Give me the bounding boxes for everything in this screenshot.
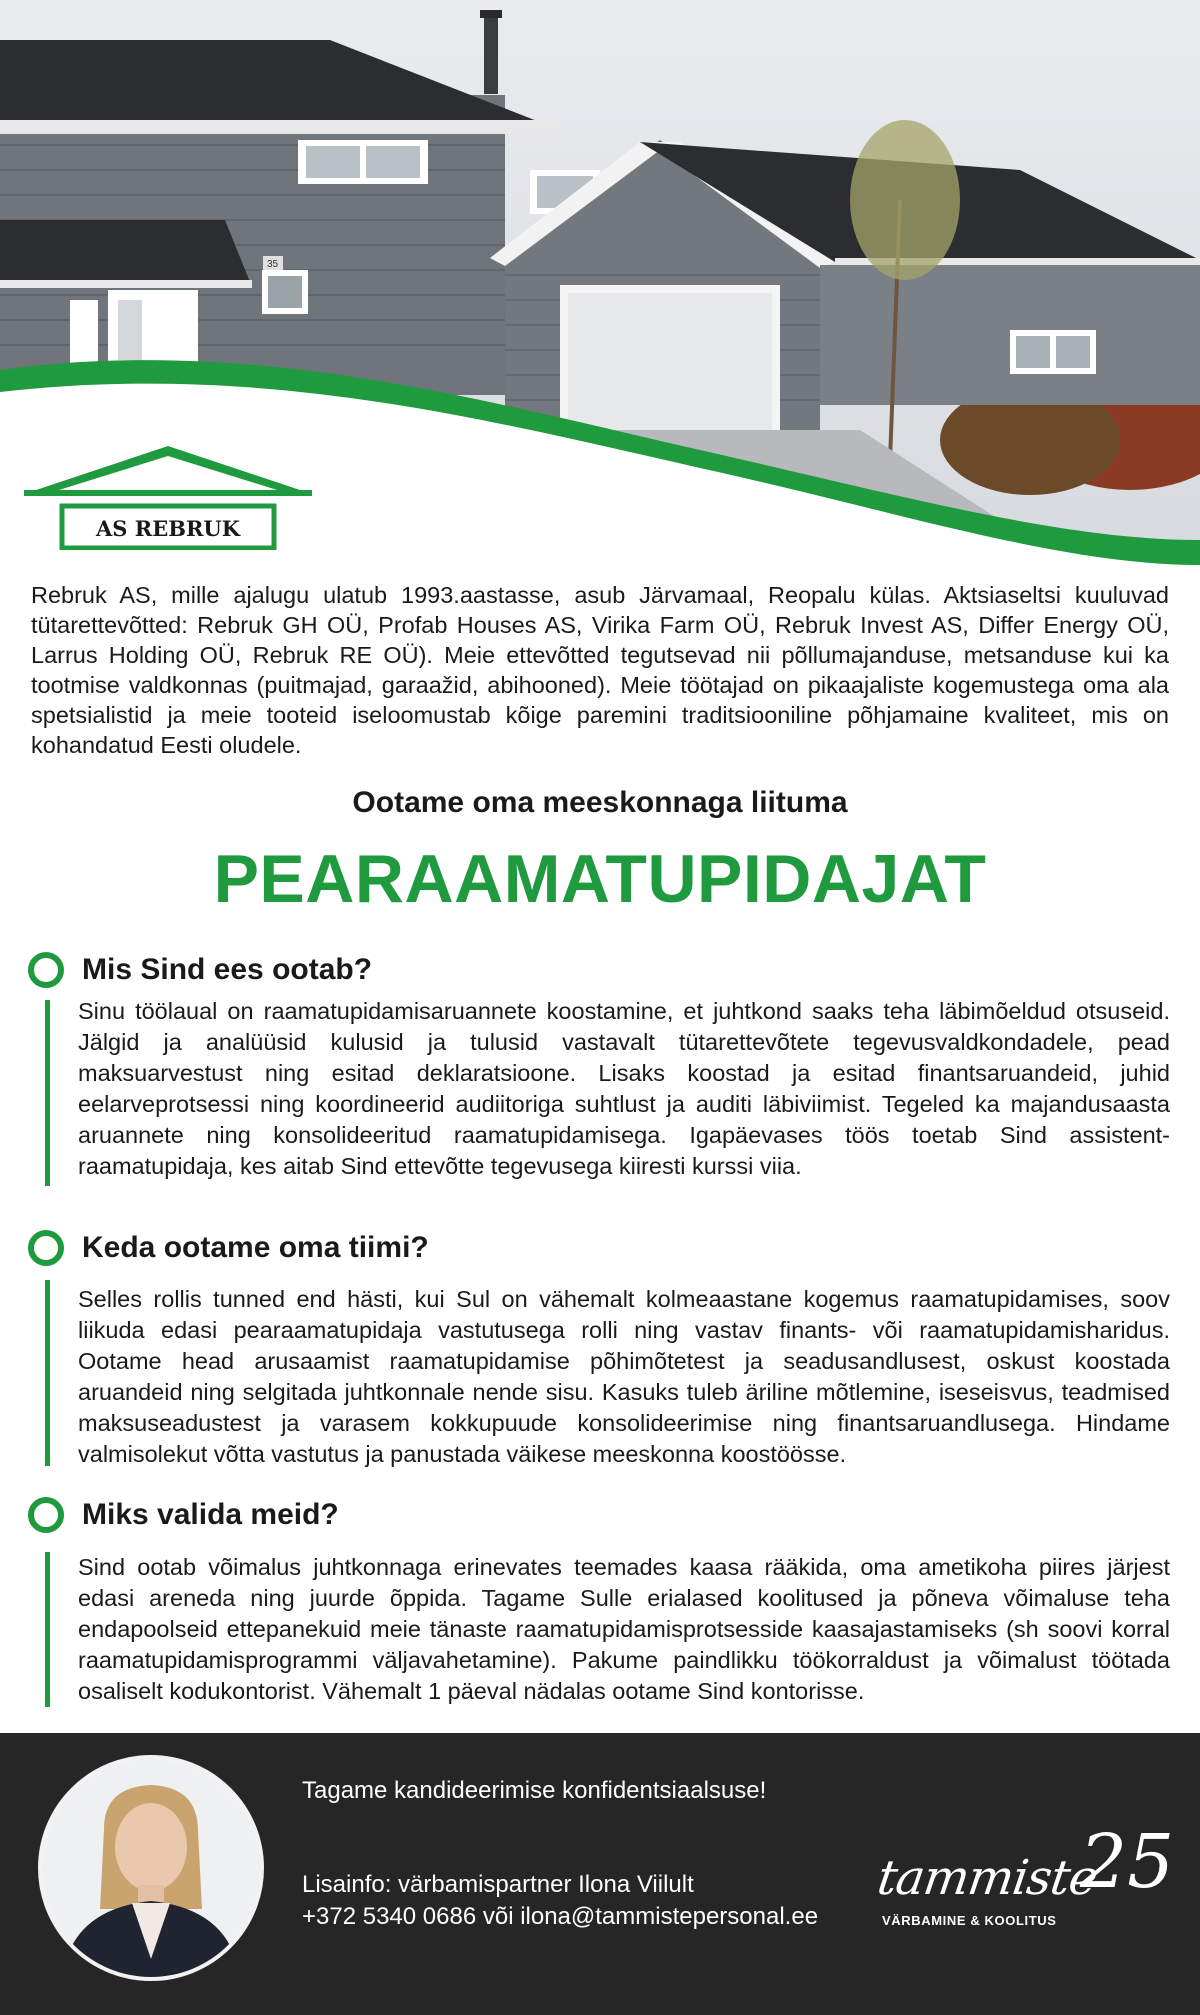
brand-name: tammiste — [874, 1850, 1101, 1906]
confidentiality-note: Tagame kandideerimise konfidentsiaalsuse! — [302, 1777, 767, 1804]
logo-roof-icon — [20, 444, 316, 550]
section-title: Miks valida meid? — [82, 1498, 339, 1531]
brand-number: 25 — [1080, 1819, 1175, 1905]
subheading: Ootame oma meeskonnaga liituma — [352, 786, 848, 819]
section-title: Keda ootame oma tiimi? — [82, 1231, 429, 1264]
company-intro: Rebruk AS, mille ajalugu ulatub 1993.aastasse, asub Järvamaal, Reopalu külas. Aktsiaseltsi kuuluvad tütarettevõtted: Rebruk GH OÜ, Profab Houses AS, Virika Farm OÜ, Rebruk Invest AS, Differ Energy OÜ, Larrus Holding OÜ, Rebruk RE OÜ). Meie ettevõtted tegutsevad nii põllumajanduse, metsanduse kui ka tootmise valdkonnas (puitmajad, garaažid, abihooned). Meie töötajad on pikaajaliste kogemustega oma ala spetsialistid ja meie tooteid iseloomustab kõige paremini traditsiooniline põhjamaine kvaliteet, mis on kohandatud Eesti oludele. — [31, 582, 1169, 758]
section-body: Sinu töölaual on raamatupidamisaruannete koostamine, et juhtkond saaks teha läbimõeldud otsuseid. Jälgid ja analüüsid kulusid ja tulusid vastavalt tütarettevõtete tegevusvaldkondadele, pead maksuarvestust ning esitad deklaratsioone. Lisaks koostad ja esitad finantsaruandeid, juhid eelarveprotsessi ning koordineerid audiitoriga suhtlust ja auditi läbiviimist. Tegeled ka majandusaasta aruannete ning konsolideeritud raamatupidamisega. Igapäevases töös toetab Sind assistent-raamatupidaja, kes aitab Sind ettevõtte tegevusega kiiresti kurssi viia. — [78, 998, 1170, 1179]
section-title: Mis Sind ees ootab? — [82, 953, 373, 986]
circle-bullet-icon — [28, 1230, 64, 1266]
recruiter-avatar-icon — [42, 1759, 260, 1977]
logo-text: AS REBRUK — [96, 516, 240, 541]
section-divider — [45, 1000, 50, 1186]
section-body: Sind ootab võimalus juhtkonnaga erinevates teemades kaasa rääkida, oma ametikoha piires järjest edasi areneda ning juurde õppida. Tagame Sulle erialased koolitused ja põneva võimaluse teha endapoolseid ettepanekuid meie tänaste raamatupidamisprotsesside kaasajastamiseks (sh soovi korral raamatupidamisprogrammi väljavahetamine). Pakume paindlikku töökorraldust ja võimalust töötada osaliselt kodukontorist. Vähemalt 1 päeval nädalas ootame Sind kontorisse. — [78, 1554, 1170, 1704]
contact-details[interactable]: +372 5340 0686 või ilona@tammistepersonal.ee — [302, 1903, 819, 1930]
brand-tagline: VÄRBAMINE & KOOLITUS — [882, 1913, 1057, 1928]
section-divider — [45, 1552, 50, 1707]
section-body: Selles rollis tunned end hästi, kui Sul on vähemalt kolmeaastane kogemus raamatupidamises, soov liikuda edasi pearaamatupidaja vastutusega rolli ning vastav finants- või raamatupidamisharidus. Ootame head arusaamist raamatupidamise põhimõtetest ja seadusandlusest, oskust koostada aruandeid ning selgitada juhtkonnale nende sisu. Kasuks tuleb äriline mõtlemine, iseseisvus, teadmised maksuseadustest ja varasem kokkupuude konsolideerimise ning finantsaruandlusega. Hindame valmisolekut võtta vastutus ja panustada väikese meeskonna koostöösse. — [78, 1286, 1170, 1467]
footer — [0, 1733, 1200, 2015]
house-number: 35 — [267, 259, 279, 270]
recruiter-photo — [38, 1755, 264, 1981]
section-divider — [45, 1280, 50, 1466]
rebruk-logo — [20, 444, 316, 550]
tammiste-logo — [872, 1819, 1182, 1938]
circle-bullet-icon — [28, 1497, 64, 1533]
circle-bullet-icon — [28, 952, 64, 988]
contact-person: Lisainfo: värbamispartner Ilona Viilult — [302, 1871, 694, 1898]
job-title: PEARAAMATUPIDAJAT — [213, 841, 987, 917]
